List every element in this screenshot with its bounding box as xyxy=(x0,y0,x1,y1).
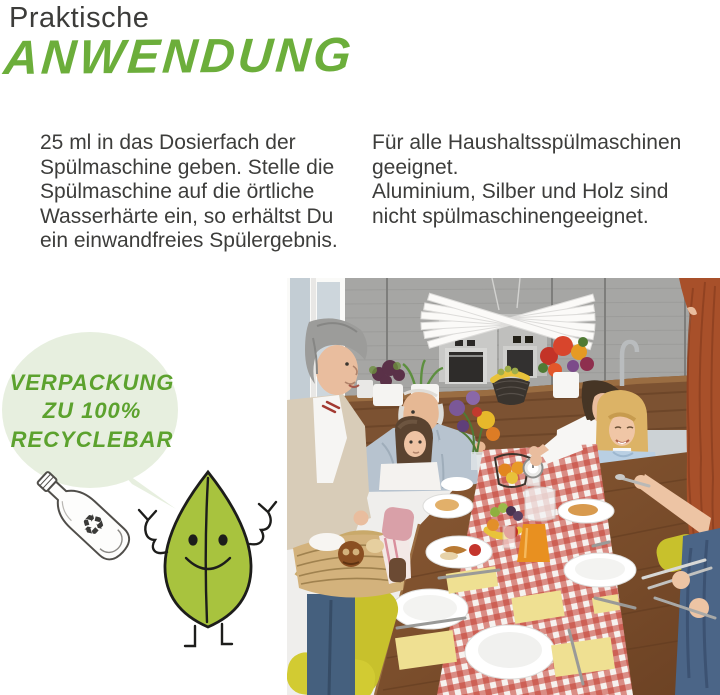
usage-left-line: Spülmaschine auf die örtliche xyxy=(40,180,315,203)
usage-text-right xyxy=(372,131,716,229)
usage-left-line: ein einwandfreies Spülergebnis. xyxy=(40,229,338,252)
bubble-text-line: VERPACKUNG xyxy=(9,370,175,395)
usage-right-line: geeignet. xyxy=(372,155,459,179)
bubble-text-line: RECYCLEBAR xyxy=(10,427,174,452)
usage-left-line: 25 ml in das Dosierfach der xyxy=(40,131,296,154)
leaf-arm-right xyxy=(250,502,276,544)
heading-kicker: Praktische xyxy=(9,2,150,34)
usage-right-line: Aluminium, Silber und Holz sind xyxy=(372,180,669,203)
usage-right-line: Für alle Haushaltsspülmaschinen xyxy=(372,131,682,154)
leaf-arm-left xyxy=(139,510,167,553)
recycle-badge-illustration xyxy=(0,330,300,695)
usage-left-line: Spülmaschine geben. Stelle die xyxy=(40,155,335,179)
leaf-leg-left xyxy=(185,626,195,646)
usage-text-left xyxy=(40,131,372,254)
page-title: ANWENDUNG xyxy=(1,28,356,85)
bubble-text-line: ZU 100% xyxy=(42,398,142,423)
speech-bubble xyxy=(2,332,178,509)
usage-right-line: nicht spülmaschinengeeignet. xyxy=(372,204,649,228)
family-breakfast-photo xyxy=(287,278,720,695)
leaf-leg-right xyxy=(222,624,232,644)
usage-left-line: Wasserhärte ein, so erhältst Du xyxy=(40,204,334,228)
recycle-icon: ♻ xyxy=(74,505,114,545)
